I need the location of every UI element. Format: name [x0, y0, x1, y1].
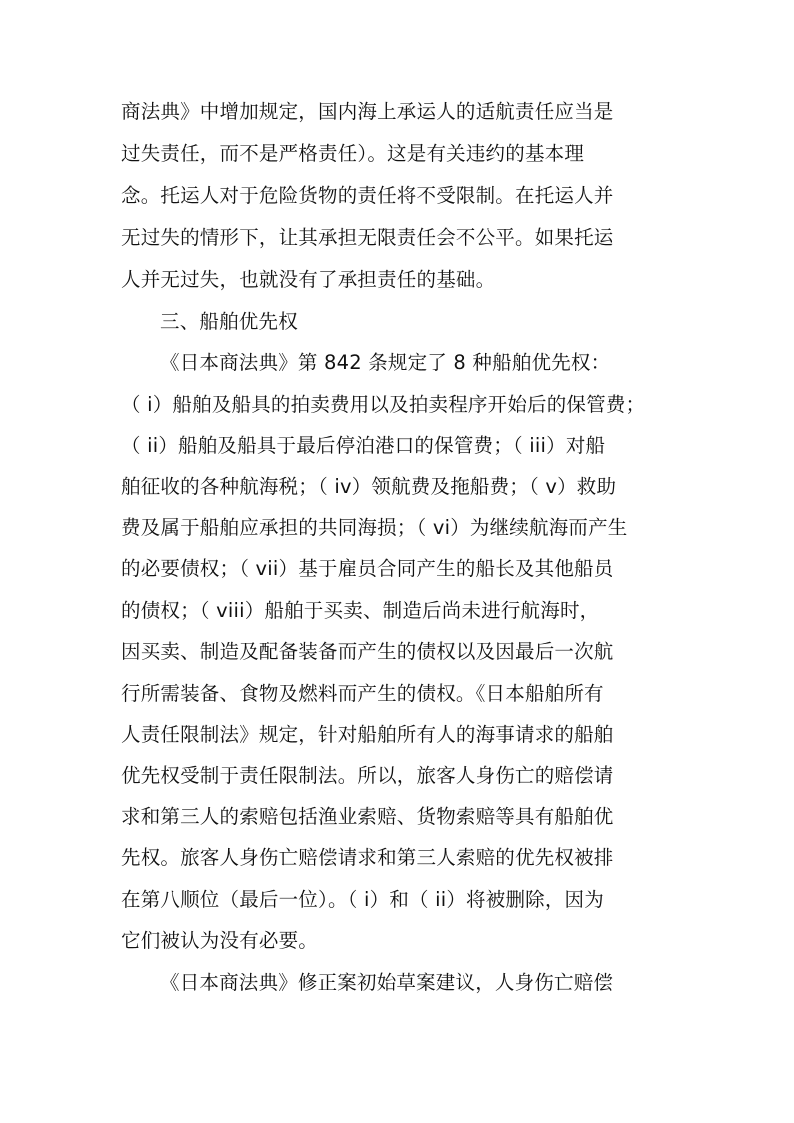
- paragraph-line: 《日本商法典》修正案初始草案建议，人身伤亡赔偿: [160, 971, 614, 994]
- paragraph-line: 因买卖、制造及配备装备而产生的债权以及因最后一次航: [121, 640, 614, 663]
- paragraph-line: 求和第三人的索赔包括渔业索赔、货物索赔等具有船舶优: [121, 805, 614, 828]
- paragraph-line: （ ii）船舶及船具于最后停泊港口的保管费；（ iii）对船: [121, 434, 606, 457]
- paragraph-line: 过失责任，而不是严格责任）。这是有关违约的基本理: [121, 142, 585, 165]
- paragraph-line: 人并无过失，也就没有了承担责任的基础。: [121, 268, 496, 291]
- paragraph-line: 行所需装备、食物及燃料而产生的债权。《日本船舶所有: [121, 682, 604, 705]
- paragraph-line: 舶征收的各种航海税；（ iv）领航费及拖船费；（ v）救助: [121, 475, 617, 498]
- paragraph-line: （ i）船舶及船具的拍卖费用以及拍卖程序开始后的保管费；: [121, 393, 646, 416]
- paragraph-line: 商法典》中增加规定，国内海上承运人的适航责任应当是: [121, 100, 614, 123]
- paragraph-line: 先权。旅客人身伤亡赔偿请求和第三人索赔的优先权被排: [121, 846, 614, 869]
- paragraph-line: 人责任限制法》规定，针对船舶所有人的海事请求的船舶: [121, 723, 614, 746]
- paragraph-line: 它们被认为没有必要。: [121, 929, 319, 952]
- paragraph-line: 的债权；（ viii）船舶于买卖、制造后尚未进行航海时，: [121, 599, 600, 622]
- paragraph-line: 念。托运人对于危险货物的责任将不受限制。在托运人并: [121, 184, 614, 207]
- paragraph-line: 优先权受制于责任限制法。所以，旅客人身伤亡的赔偿请: [121, 764, 614, 787]
- paragraph-line: 在第八顺位（最后一位）。（ i）和（ ii）将被删除，因为: [121, 888, 604, 911]
- paragraph-line: 费及属于船舶应承担的共同海损；（ vi）为继续航海而产生: [121, 516, 628, 539]
- paragraph-line: 《日本商法典》第 842 条规定了 8 种船舶优先权：: [160, 351, 611, 374]
- section-heading: 三、船舶优先权: [160, 310, 298, 333]
- paragraph-line: 无过失的情形下，让其承担无限责任会不公平。如果托运: [121, 226, 614, 249]
- paragraph-line: 的必要债权；（ vii）基于雇员合同产生的船长及其他船员: [121, 557, 614, 580]
